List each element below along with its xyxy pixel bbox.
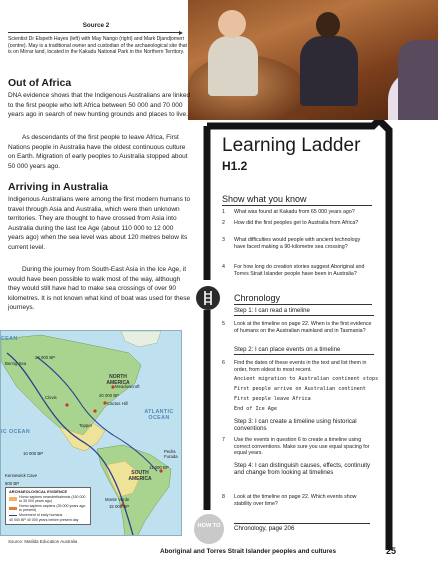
question-8	[222, 494, 372, 507]
question-text: What difficulties would people with ancient technology have faced making a 90-kilometre sea crossing?	[234, 237, 361, 250]
section-rule	[222, 205, 372, 206]
question-4	[222, 264, 372, 277]
question-text: Use the events in question 6 to create a timeline using correct conventions. Make sure you use equal spacing for equal years.	[234, 437, 370, 457]
question-2	[222, 220, 372, 227]
source-title: Source 2	[82, 22, 110, 29]
label-10000bp: 10 000 BP	[23, 451, 44, 456]
step-1: Step 1: I can read a timeline	[234, 307, 374, 316]
question-6	[222, 360, 372, 373]
legend-swatch	[9, 507, 17, 511]
event-item: First people arrive on Australian continent	[234, 386, 366, 392]
question-1	[222, 209, 372, 216]
heading-out-of-africa: Out of Africa	[8, 77, 72, 89]
question-number: 1	[222, 209, 225, 215]
label-cactus-hill: Cactus Hill	[107, 401, 128, 406]
question-number: 4	[222, 264, 225, 270]
landmass-greenland	[121, 331, 161, 347]
legend-label: Homo sapiens neanderthalensis (150 000 to 35 000 years ago)	[19, 494, 86, 504]
question-number: 7	[222, 437, 225, 443]
migration-map	[0, 330, 182, 536]
how-to-badge: HOW TO	[194, 514, 224, 544]
ladder-title	[222, 136, 372, 176]
label-monte-verde: Monte Verde	[105, 497, 130, 502]
photo-person-centre-head	[316, 12, 340, 38]
question-3	[222, 237, 372, 250]
label-clovis: Clovis	[45, 395, 57, 400]
heading-chronology: Chronology	[234, 293, 281, 303]
label-meadowcroft: Meadowcroft	[115, 384, 140, 389]
question-text: How did the first peoples get to Australia from Africa?	[234, 220, 359, 226]
ocean-label-top: CEAN	[1, 336, 18, 342]
legend-item	[9, 518, 87, 523]
step-3: Step 3: I can create a timeline using historical conventions	[234, 418, 357, 433]
question-7	[222, 437, 372, 457]
footer-title: Aboriginal and Torres Strait Islander peoples and cultures	[160, 548, 337, 555]
ocean-label-pacific: IC OCEAN	[1, 429, 31, 435]
ladder-title-text: Learning Ladder	[222, 135, 361, 156]
paragraph-descendants: As descendants of the first people to leave Africa, First Nations people in Australia have the oldest continuous culture on Earth. Migration of early peoples to Australia stopped about 50 000 years ago.	[8, 134, 188, 170]
ocean-label-atlantic: ATLANTIC OCEAN	[144, 409, 174, 421]
map-source: Source: Matilda Education Australia	[8, 539, 78, 544]
photo-person-left	[208, 36, 258, 96]
label-pedra-furada: Pedra Furada	[164, 449, 178, 459]
reference-link[interactable]: Chronology, page 206	[234, 523, 370, 532]
step-4: Step 4: I can distinguish causes, effects, continuity and change from looking at timelines	[234, 462, 371, 477]
legend-swatch	[9, 497, 17, 501]
label-15000bp: 15 000 BP	[109, 504, 130, 509]
label-topper: Topper	[79, 423, 93, 428]
page-number: 25	[386, 546, 397, 556]
question-text: Find the dates of these events in the text and list them in order, from oldest to most recent.	[234, 360, 367, 373]
source-rule	[8, 32, 180, 33]
legend-label: Movement of early humans	[19, 512, 63, 517]
question-number: 5	[222, 321, 225, 327]
label-bering: Bering Sea	[5, 361, 27, 366]
question-number: 2	[222, 220, 225, 226]
legend-swatch	[9, 515, 17, 516]
photo-person-right	[398, 40, 438, 120]
legend-label: 40 000 BP 40 000 years before present day	[9, 517, 79, 522]
question-text: For how long do creation stories suggest Aboriginal and Torres Strait Islander people have been in Australia?	[234, 264, 365, 277]
label-20000bp: 20 000 BP	[99, 393, 120, 398]
heading-arriving-in-australia: Arriving in Australia	[8, 181, 108, 193]
photo-person-left-head	[218, 10, 246, 38]
site-marker-clovis	[65, 403, 68, 406]
label-north-america: NORTH AMERICA	[106, 374, 130, 386]
question-number: 3	[222, 237, 225, 243]
label-11000bp: 11 000 BP	[149, 465, 169, 470]
heading-show-what-you-know: Show what you know	[222, 194, 307, 204]
label-south-america: SOUTH AMERICA	[128, 470, 152, 482]
ladder-glyph	[196, 286, 220, 310]
question-text: What was found at Kakadu from 65 000 years ago?	[234, 209, 355, 215]
paragraph-indigenous: Indigenous Australians were among the first modern humans to travel through Asia and Australia, which were then unknown territories. They are thought to have crossed from Asia into Australia during the last Ice Age (about 110 000 to 12 000 years ago) when the sea level was about 120 metres below its current level.	[8, 196, 191, 251]
section-rule	[234, 304, 372, 305]
archaeology-photo	[188, 0, 438, 120]
site-marker-topper	[93, 409, 96, 412]
event-item: First people leave Africa	[234, 396, 311, 402]
event-item: End of Ice Age	[234, 406, 277, 412]
question-number: 8	[222, 494, 225, 500]
legend-item	[9, 495, 87, 504]
map-legend	[5, 487, 91, 525]
ladder-icon	[196, 286, 220, 310]
paragraph-journey: During the journey from South-East Asia in the Ice Age, it would have been possible to walk most of the way, although they would still have had to make sea crossings of over 90 kilometres. It is not known what kind of boat was used for these journeys.	[8, 266, 191, 312]
paragraph-dna: DNA evidence shows that the Indigenous Australians are linked to the first people who left Africa between 50 000 and 70 000 years ago in search of new hunting grounds and places to live.	[8, 92, 191, 119]
question-number: 6	[222, 360, 225, 366]
label-24000bp: 24 000 BP	[35, 355, 56, 360]
question-text: Look at the timeline on page 22. Which events show stability over time?	[234, 494, 357, 507]
label-500bp: 500 BP	[5, 481, 20, 486]
label-kennewick: Kennewick Cave	[5, 473, 38, 478]
legend-title: ARCHAEOLOGICAL EVIDENCE	[9, 489, 68, 494]
source-caption: Scientist Dr Elspeth Hayes (left) with May Nango (right) and Mark Djandjomerr (centre). May is a traditional owner and custodian of the archaeological site that is on Mirrar land, located in the Kakadu National Park in the Northern Territory.	[8, 36, 187, 56]
legend-item	[9, 504, 87, 513]
question-5	[222, 321, 372, 334]
step-2: Step 2: I can place events on a timeline	[234, 346, 374, 355]
ladder-code: H1.2	[222, 159, 248, 173]
legend-label: Homo sapiens sapiens (35 000 years ago to present)	[19, 503, 86, 513]
question-text: Look at the timeline on page 22. When is the first evidence of humans on the Australian mainland and in Tasmania?	[234, 321, 372, 334]
event-item: Ancient migration to Australian continent stops	[234, 376, 379, 382]
photo-person-centre	[300, 36, 358, 106]
